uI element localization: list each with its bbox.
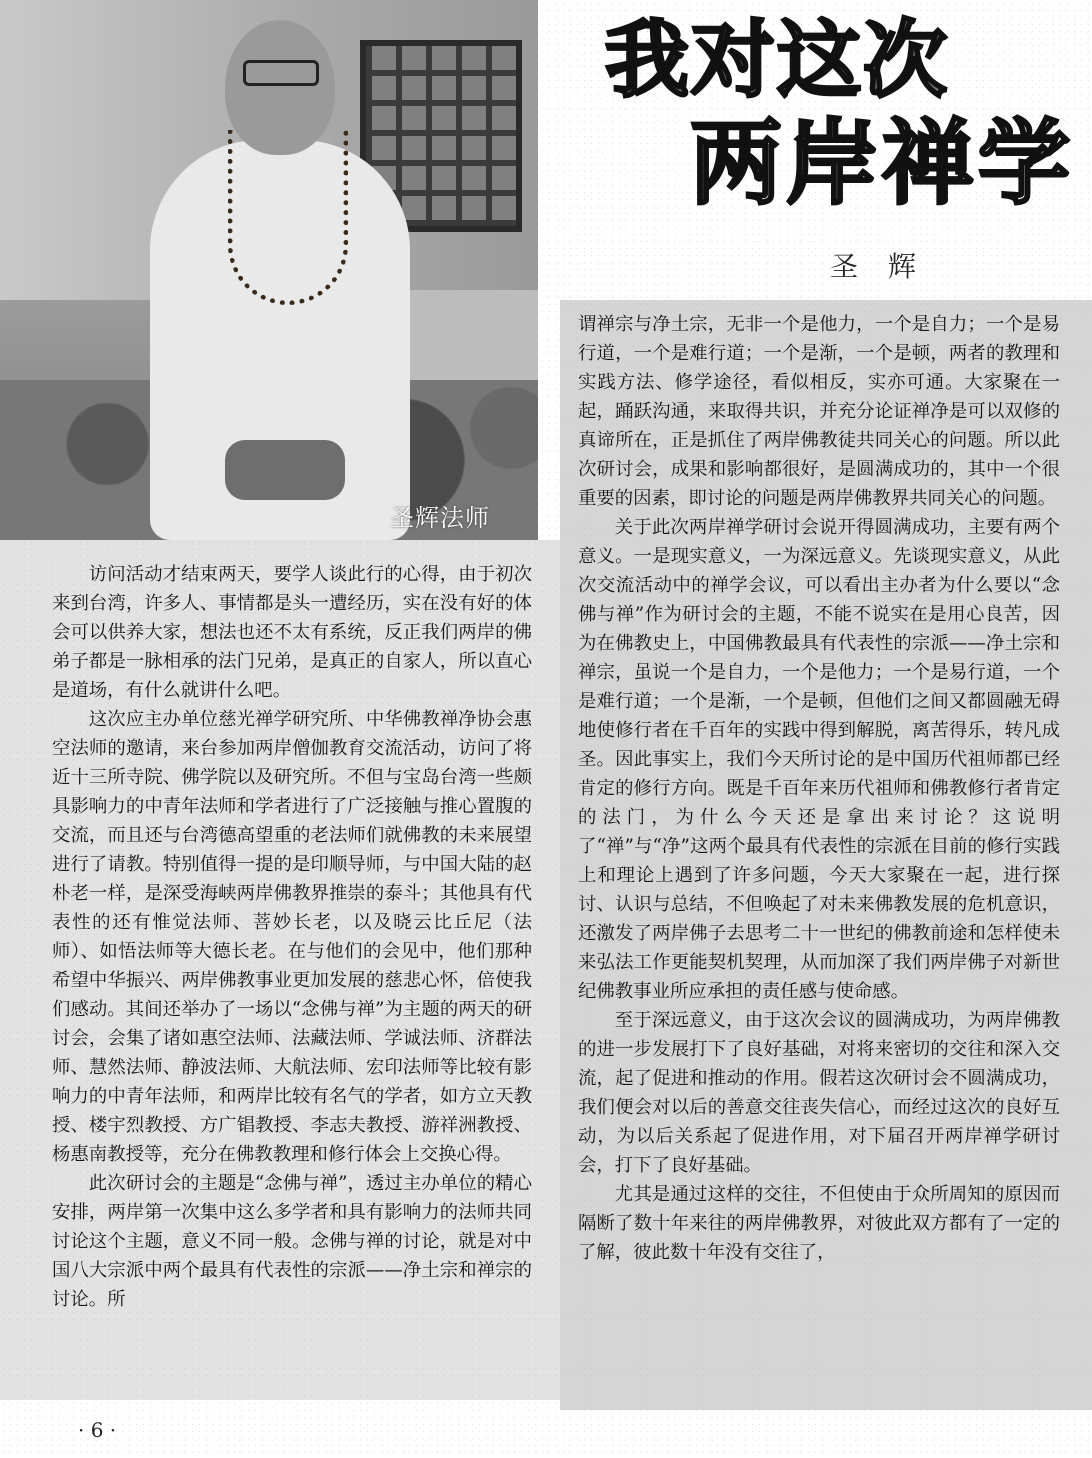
right-paragraph: 谓禅宗与净土宗，无非一个是他力，一个是自力；一个是易行道，一个是难行道；一个是渐，一个是顿，两者的教理和实践方法、修学途径，看似相反，实亦可通。大家聚在一起，踊跃沟通，来取得共识，并充分论证禅净是可以双修的真谛所在，正是抓住了两岸佛教徒共同关心的问题。所以此次研讨会，成果和影响都很好，是圆满成功的，其中一个很重要的因素，即讨论的问题是两岸佛教界共同关心的问题。 (578, 314, 1060, 509)
photo-glasses (243, 60, 319, 86)
page-number: · 6 · (78, 1418, 117, 1442)
monk-photo (0, 0, 538, 540)
right-paragraph: 尤其是通过这样的交往，不但使由于众所周知的原因而隔断了数十年来往的两岸佛教界，对彼此双方都有了一定的了解，彼此数十年没有交往了， (578, 1184, 1060, 1263)
right-column (578, 310, 1060, 1267)
article-title-line-2: 两岸禅学 (690, 110, 1075, 217)
photo-hands (225, 440, 345, 500)
photo-caption: 圣辉法师 (390, 504, 490, 532)
left-paragraph: 这次应主办单位慈光禅学研究所、中华佛教禅净协会惠空法师的邀请，来台参加两岸僧伽教育交流活动，访问了将近十三所寺院、佛学院以及研究所。不但与宝岛台湾一些颇具影响力的中青年法师和学者进行了广泛接触与推心置腹的交流，而且还与台湾德高望重的老法师们就佛教的未来展望进行了请教。特别值得一提的是印顺导师，与中国大陆的赵朴老一样，是深受海峡两岸佛教界推崇的泰斗；其他具有代表性的还有惟觉法师、菩妙长老，以及晓云比丘尼（法师）、如悟法师等大德长老。在与他们的会见中，他们那种希望中华振兴、两岸佛教事业更加发展的慈悲心怀，倍使我们感动。其间还举办了一场以“念佛与禅”为主题的两天的研讨会，会集了诸如惠空法师、法藏法师、学诚法师、济群法师、慧然法师、静波法师、大航法师、宏印法师等比较有影响力的中青年法师，和两岸比较有名气的学者，如方立天教授、楼宇烈教授、方广锠教授、李志夫教授、游祥洲教授、杨惠南教授等，充分在佛教教理和修行体会上交换心得。 (52, 709, 532, 1165)
left-column (52, 560, 532, 1314)
right-paragraph: 至于深远意义，由于这次会议的圆满成功，为两岸佛教的进一步发展打下了良好基础，对将来密切的交往和深入交流，起了促进和推动的作用。假若这次研讨会不圆满成功，我们便会对以后的善意交往丧失信心，而经过这次的良好互动，为以后关系起了促进作用，对下届召开两岸禅学研讨会，打下了良好基础。 (578, 1010, 1060, 1176)
author-name: 圣辉 (830, 250, 947, 283)
right-paragraph: 关于此次两岸禅学研讨会说开得圆满成功，主要有两个意义。一是现实意义，一为深远意义。先谈现实意义，从此次交流活动中的禅学会议，可以看出主办者为什么要以“念佛与禅”作为研讨会的主题，不能不说实在是用心良苦，因为在佛教史上，中国佛教最具有代表性的宗派——净土宗和禅宗，虽说一个是自力，一个是他力；一个是易行道，一个是难行道；一个是渐，一个是顿，但他们之间又都圆融无碍地使修行者在千百年的实践中得到解脱，离苦得乐，转凡成圣。因此事实上，我们今天所讨论的是中国历代祖师都已经肯定的修行方向。既是千百年来历代祖师和佛教修行者肯定的法门，为什么今天还是拿出来讨论？这说明了“禅”与“净”这两个最具有代表性的宗派在目前的修行实践上和理论上遇到了许多问题，今天大家聚在一起，进行探讨、认识与总结，不但唤起了对未来佛教发展的危机意识，还激发了两岸佛子去思考二十一世纪的佛教前途和怎样使未来弘法工作更能契机契理，从而加深了我们两岸佛子对新世纪佛教事业所应承担的责任感与使命感。 (578, 517, 1060, 1002)
photo-prayer-beads (228, 130, 348, 305)
left-paragraph: 此次研讨会的主题是“念佛与禅”，透过主办单位的精心安排，两岸第一次集中这么多学者和具有影响力的法师共同讨论这个主题，意义不同一般。念佛与禅的讨论，就是对中国八大宗派中两个最具有代表性的宗派——净土宗和禅宗的讨论。所 (52, 1173, 532, 1310)
article-title-line-1: 我对这次 (605, 11, 950, 109)
left-paragraph: 访问活动才结束两天，要学人谈此行的心得，由于初次来到台湾，许多人、事情都是头一遭经历，实在没有好的体会可以供养大家，想法也还不太有系统，反正我们两岸的佛弟子都是一脉相承的法门兄弟，是真正的自家人，所以直心是道场，有什么就讲什么吧。 (52, 564, 532, 701)
